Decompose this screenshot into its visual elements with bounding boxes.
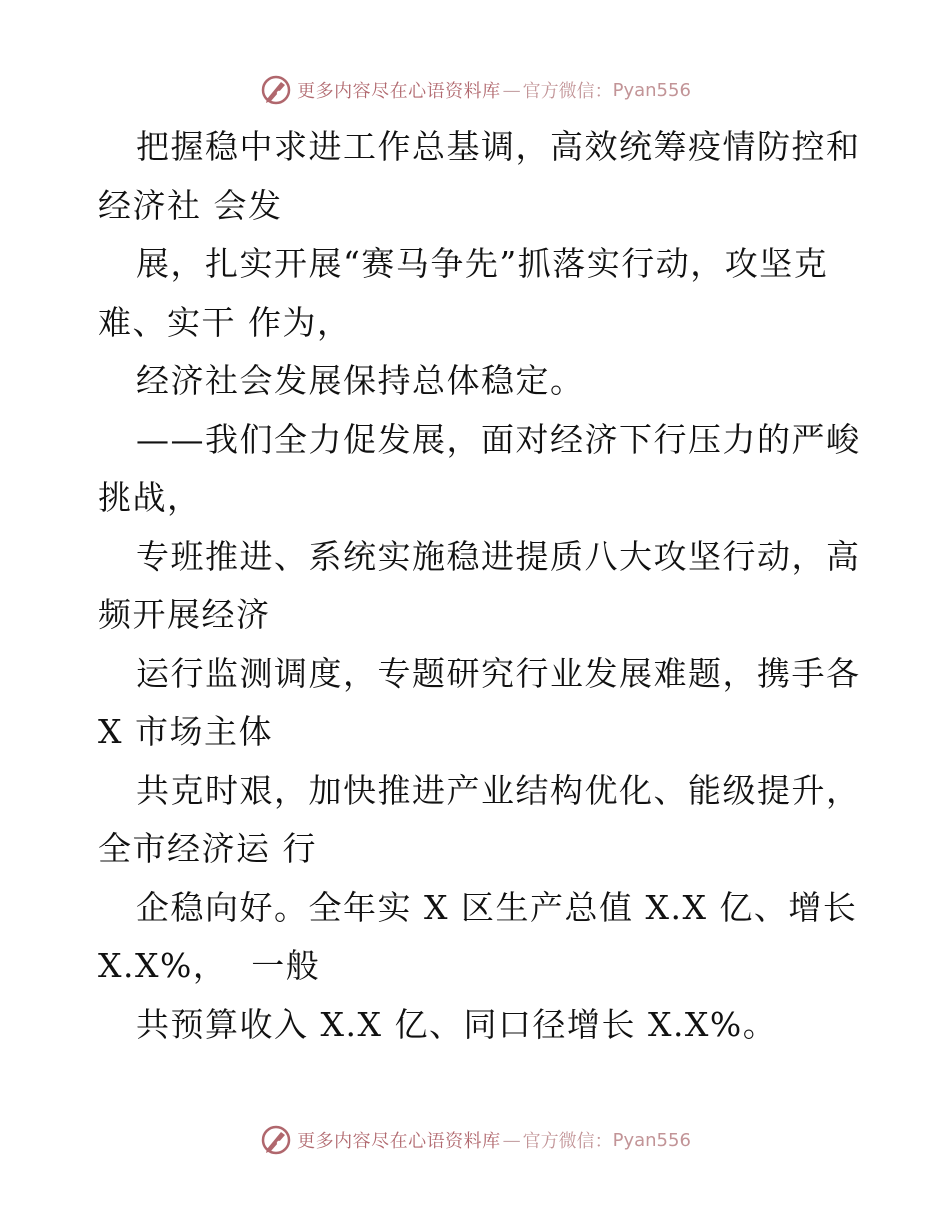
- watermark-wechat-id: Pyan556: [612, 79, 691, 101]
- body-line: 经济社会发展保持总体稳定。: [136, 361, 585, 400]
- watermark-brand: 更多内容尽在心语资料库: [297, 81, 501, 102]
- body-line: 全市经济运 行: [98, 829, 317, 868]
- body-line: 挑战，: [98, 478, 202, 517]
- body-line: 难、实干 作为，: [98, 302, 352, 342]
- watermark-separator: —: [502, 1129, 521, 1151]
- body-line: 展，扎实开展“赛马争先”抓落实行动，攻坚克: [136, 244, 829, 283]
- body-line: X 市场主体: [98, 712, 273, 751]
- watermark-brand: 更多内容尽在心语资料库: [297, 1131, 501, 1152]
- header-watermark: [0, 70, 950, 110]
- pen-logo-icon: [259, 73, 293, 107]
- watermark-wechat-label: 官方微信：: [522, 81, 613, 102]
- body-line: ——我们全力促发展，面对经济下行压力的严峻: [136, 419, 861, 459]
- body-line: 企稳向好。全年实 X 区生产总值 X.X 亿、增长: [136, 887, 858, 927]
- body-line: 经济社 会发: [98, 185, 283, 225]
- body-line: 把握稳中求进工作总基调，高效统筹疫情防控和: [136, 127, 861, 166]
- body-line: 共克时艰，加快推进产业结构优化、能级提升，: [136, 770, 861, 810]
- watermark-wechat-id: Pyan556: [612, 1129, 691, 1151]
- body-line: 专班推进、系统实施稳进提质八大攻坚行动，高: [136, 536, 861, 576]
- body-line: X.X%， 一般: [98, 946, 321, 985]
- body-line: 共预算收入 X.X 亿、同口径增长 X.X%。: [136, 1004, 778, 1044]
- body-line: 频开展经济: [98, 595, 271, 634]
- body-line: 运行监测调度，专题研究行业发展难题，携手各: [136, 653, 861, 693]
- document-body: [98, 118, 861, 1054]
- watermark-wechat-label: 官方微信：: [522, 1131, 613, 1152]
- pen-logo-icon: [259, 1123, 293, 1157]
- watermark-separator: —: [502, 79, 521, 101]
- footer-watermark: [0, 1120, 950, 1160]
